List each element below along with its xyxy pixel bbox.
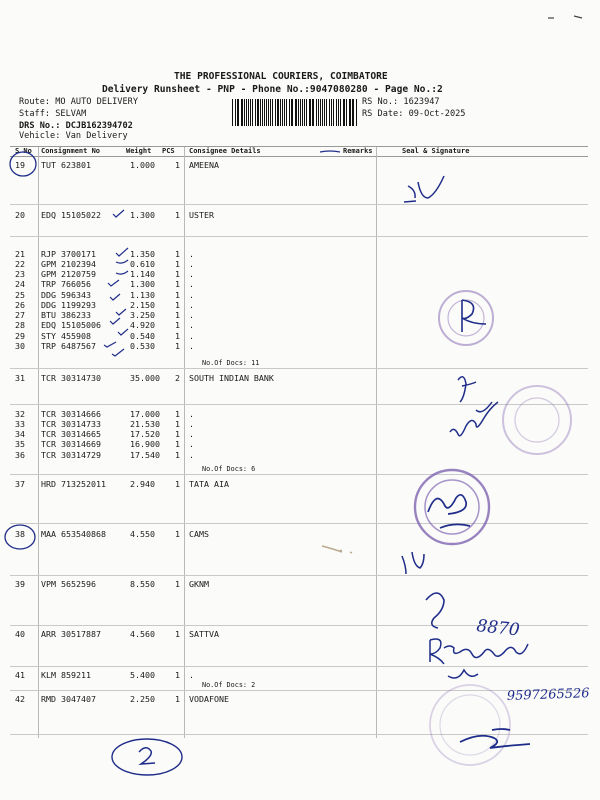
- col-pcs: PCS: [162, 147, 175, 155]
- row-sno: 23: [15, 269, 25, 279]
- row-sno: 31: [15, 373, 25, 383]
- scan-mark: [574, 16, 582, 18]
- row-weight: 17.540: [130, 450, 160, 460]
- row-weight: 35.000: [130, 373, 160, 383]
- row-pcs: 1: [175, 300, 180, 310]
- row-pcs: 1: [175, 259, 180, 269]
- tick-marks: [104, 151, 340, 356]
- row-sno: 34: [15, 429, 25, 439]
- row-sno: 32: [15, 409, 25, 419]
- row-pcs: 2: [175, 373, 180, 383]
- company-name: THE PROFESSIONAL COURIERS, COIMBATORE: [174, 71, 388, 82]
- row-consignee: .: [189, 331, 194, 341]
- row-consignee: .: [189, 450, 194, 460]
- row-pcs: 1: [175, 210, 180, 220]
- row-sno: 19: [15, 160, 25, 170]
- handwritten-number: 8870: [475, 616, 521, 641]
- signature: [460, 729, 530, 748]
- row-pcs: 1: [175, 439, 180, 449]
- row-sno: 24: [15, 279, 25, 289]
- drs-number: DRS No.: DCJB162394702: [19, 121, 133, 131]
- row-consignee: .: [189, 249, 194, 259]
- row-sno: 27: [15, 310, 25, 320]
- signature: [428, 495, 470, 528]
- row-weight: 16.900: [130, 439, 160, 449]
- row-consignment: TRP 6487567: [41, 341, 96, 351]
- row-pcs: 1: [175, 290, 180, 300]
- row-sno: 33: [15, 419, 25, 429]
- row-sno: 41: [15, 670, 25, 680]
- row-consignment: BTU 386233: [41, 310, 91, 320]
- row-sno: 38: [15, 529, 25, 539]
- row-pcs: 1: [175, 310, 180, 320]
- row-consignee: .: [189, 670, 194, 680]
- row-consignment: VPM 5652596: [41, 579, 96, 589]
- row-sno: 36: [15, 450, 25, 460]
- col-consignee: Consignee Details: [189, 147, 261, 155]
- row-weight: 0.610: [130, 259, 155, 269]
- row-consignee: TATA AIA: [189, 479, 229, 489]
- handwritten-2: [139, 748, 155, 764]
- row-weight: 5.400: [130, 670, 155, 680]
- rs-number: RS No.: 1623947: [362, 97, 440, 107]
- row-consignment: GPM 2102394: [41, 259, 96, 269]
- rs-date: RS Date: 09-Oct-2025: [362, 109, 466, 119]
- row-consignment: TCR 30314729: [41, 450, 101, 460]
- row-consignment: ARR 30517887: [41, 629, 101, 639]
- row-consignee: .: [189, 341, 194, 351]
- handwritten-phone: 9597265526: [506, 686, 590, 704]
- row-consignment: TCR 30314669: [41, 439, 101, 449]
- row-pcs: 1: [175, 249, 180, 259]
- row-consignment: TCR 30314730: [41, 373, 101, 383]
- col-consignment: Consignment No: [41, 147, 101, 155]
- row-consignment: RJP 3700171: [41, 249, 96, 259]
- row-sno: 40: [15, 629, 25, 639]
- row-weight: 8.550: [130, 579, 155, 589]
- col-seal: Seal & Signature: [402, 147, 470, 155]
- row-pcs: 1: [175, 694, 180, 704]
- row-consignment: HRD 713252011: [41, 479, 106, 489]
- row-sno: 35: [15, 439, 25, 449]
- row-weight: 2.150: [130, 300, 155, 310]
- row-weight: 1.300: [130, 279, 155, 289]
- row-consignment: RMD 3047407: [41, 694, 96, 704]
- row-consignment: TRP 766056: [41, 279, 91, 289]
- row-consignee: GKNM: [189, 579, 209, 589]
- signature: [426, 593, 444, 628]
- row-consignee: SATTVA: [189, 629, 219, 639]
- signature: [404, 176, 444, 202]
- row-weight: 3.250: [130, 310, 155, 320]
- circle-mark: [10, 152, 36, 176]
- row-consignment: TCR 30314733: [41, 419, 101, 429]
- row-consignee: .: [189, 259, 194, 269]
- signature: [450, 377, 498, 436]
- row-sno: 21: [15, 249, 25, 259]
- row-consignee: .: [189, 439, 194, 449]
- runsheet-title: Delivery Runsheet - PNP - Phone No.:9047080280 - Page No.:2: [102, 84, 443, 95]
- row-sno: 26: [15, 300, 25, 310]
- row-consignee: .: [189, 310, 194, 320]
- company-stamp: [503, 386, 571, 454]
- row-sno: 20: [15, 210, 25, 220]
- row-consignment: DDG 1199293: [41, 300, 96, 310]
- company-stamp: [415, 470, 489, 544]
- row-consignment: MAA 653540868: [41, 529, 106, 539]
- row-weight: 21.530: [130, 419, 160, 429]
- doc-count: No.Of Docs: 11: [202, 359, 260, 367]
- row-weight: 17.520: [130, 429, 160, 439]
- row-pcs: 1: [175, 450, 180, 460]
- row-consignee: VODAFONE: [189, 694, 229, 704]
- row-weight: 0.540: [130, 331, 155, 341]
- row-consignee: .: [189, 300, 194, 310]
- row-consignee: USTER: [189, 210, 214, 220]
- row-sno: 25: [15, 290, 25, 300]
- row-consignment: GPM 2120759: [41, 269, 96, 279]
- row-consignee: AMEENA: [189, 160, 219, 170]
- row-pcs: 1: [175, 279, 180, 289]
- row-pcs: 1: [175, 269, 180, 279]
- row-consignee: .: [189, 290, 194, 300]
- row-sno: 28: [15, 320, 25, 330]
- signature: [462, 300, 486, 332]
- row-pcs: 1: [175, 419, 180, 429]
- row-weight: 4.920: [130, 320, 155, 330]
- row-consignee: .: [189, 419, 194, 429]
- row-weight: 1.300: [130, 210, 155, 220]
- row-consignee: SOUTH INDIAN BANK: [189, 373, 274, 383]
- circle-mark: [5, 525, 35, 549]
- smudge: [322, 546, 352, 553]
- row-pcs: 1: [175, 409, 180, 419]
- row-pcs: 1: [175, 479, 180, 489]
- row-consignee: .: [189, 279, 194, 289]
- row-weight: 2.940: [130, 479, 155, 489]
- vehicle-label: Vehicle: Van Delivery: [19, 131, 128, 141]
- row-pcs: 1: [175, 670, 180, 680]
- row-consignment: KLM 859211: [41, 670, 91, 680]
- row-pcs: 1: [175, 579, 180, 589]
- row-consignment: EDQ 15105006: [41, 320, 101, 330]
- row-weight: 1.130: [130, 290, 155, 300]
- signature: [402, 552, 424, 574]
- col-remarks: Remarks: [343, 147, 373, 155]
- doc-count: No.Of Docs: 6: [202, 465, 256, 473]
- row-pcs: 1: [175, 429, 180, 439]
- row-pcs: 1: [175, 320, 180, 330]
- staff-label: Staff: SELVAM: [19, 109, 87, 119]
- col-sno: S No: [15, 147, 32, 155]
- signature: [430, 639, 528, 678]
- row-weight: 1.140: [130, 269, 155, 279]
- row-weight: 17.000: [130, 409, 160, 419]
- row-consignee: .: [189, 409, 194, 419]
- row-sno: 30: [15, 341, 25, 351]
- company-stamp: [430, 685, 510, 765]
- row-consignee: .: [189, 429, 194, 439]
- row-consignee: .: [189, 269, 194, 279]
- row-sno: 39: [15, 579, 25, 589]
- row-consignment: STY 455908: [41, 331, 91, 341]
- row-pcs: 1: [175, 629, 180, 639]
- row-pcs: 1: [175, 529, 180, 539]
- row-pcs: 1: [175, 160, 180, 170]
- row-sno: 29: [15, 331, 25, 341]
- col-weight: Weight: [126, 147, 152, 155]
- row-weight: 2.250: [130, 694, 155, 704]
- row-consignment: TCR 30314666: [41, 409, 101, 419]
- row-consignment: DDG 596343: [41, 290, 91, 300]
- row-weight: 4.550: [130, 529, 155, 539]
- circle-mark: [112, 739, 182, 775]
- row-pcs: 1: [175, 331, 180, 341]
- row-consignment: TCR 30314665: [41, 429, 101, 439]
- row-consignment: TUT 623801: [41, 160, 91, 170]
- row-consignment: EDQ 15105022: [41, 210, 101, 220]
- route-label: Route: MO AUTO DELIVERY: [19, 97, 138, 107]
- row-sno: 37: [15, 479, 25, 489]
- row-consignee: CAMS: [189, 529, 209, 539]
- doc-count: No.Of Docs: 2: [202, 681, 256, 689]
- row-sno: 22: [15, 259, 25, 269]
- row-weight: 0.530: [130, 341, 155, 351]
- row-weight: 1.000: [130, 160, 155, 170]
- row-sno: 42: [15, 694, 25, 704]
- row-weight: 4.560: [130, 629, 155, 639]
- row-pcs: 1: [175, 341, 180, 351]
- row-weight: 1.350: [130, 249, 155, 259]
- row-consignee: .: [189, 320, 194, 330]
